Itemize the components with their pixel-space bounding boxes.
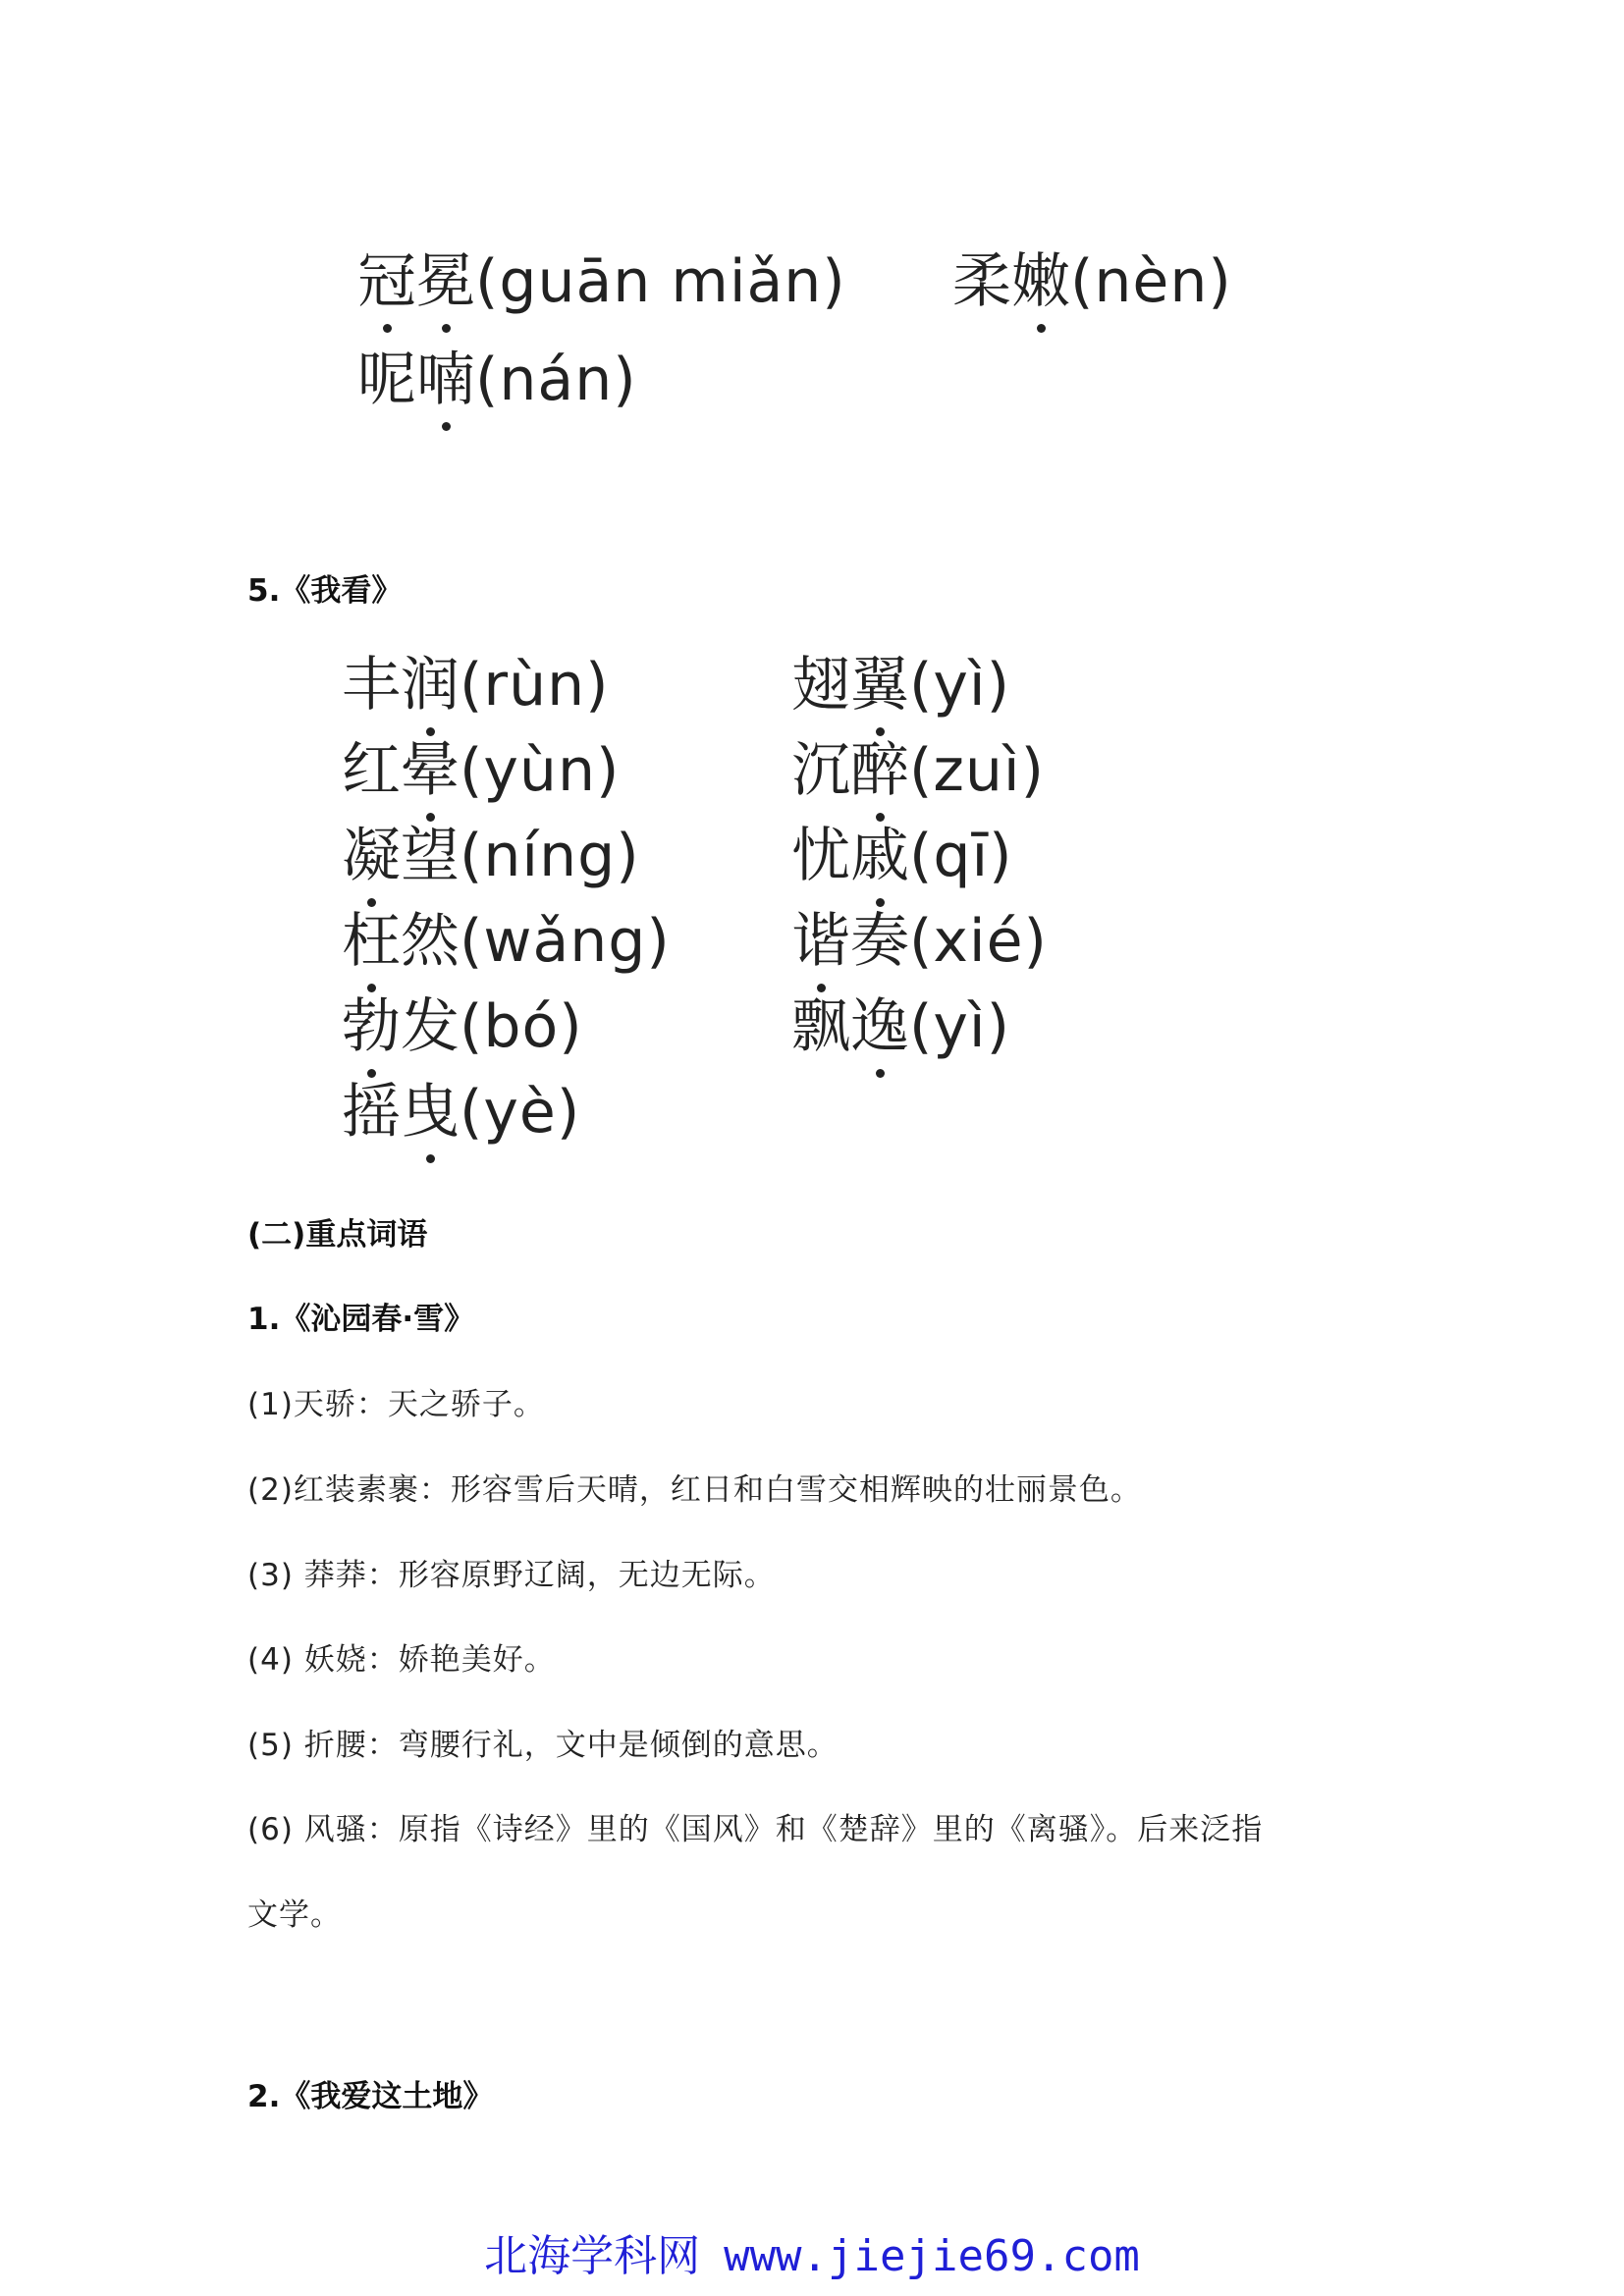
pinyin-text: (xié) xyxy=(909,907,1048,976)
pinyin-word xyxy=(342,822,640,890)
pinyin-image-section5 xyxy=(334,638,1060,1168)
hanzi-char: 望 xyxy=(401,822,460,890)
definition-line: (5) 折腰：弯腰行礼，文中是倾倒的意思。 xyxy=(247,1728,839,1763)
pinyin-word xyxy=(342,651,610,720)
hanzi-char: 奏 xyxy=(850,907,909,976)
pinyin-word xyxy=(342,736,621,805)
subsection-heading: 2.《我爱这土地》 xyxy=(247,2079,494,2114)
definition-line: (1)天骄：天之骄子。 xyxy=(247,1387,545,1422)
hanzi-char: 枉 xyxy=(342,907,401,976)
definition-line: (4) 妖娆：娇艳美好。 xyxy=(247,1642,556,1678)
hanzi-char: 谐 xyxy=(791,907,850,976)
pinyin-image-top xyxy=(344,231,1286,437)
hanzi-char: 晕 xyxy=(401,736,460,805)
pinyin-text: (rùn) xyxy=(460,651,610,720)
pinyin-text: (nán) xyxy=(475,346,637,414)
hanzi-char: 沉 xyxy=(791,736,850,805)
hanzi-char: 润 xyxy=(401,651,460,720)
hanzi-char: 摇 xyxy=(342,1078,401,1147)
hanzi-char: 发 xyxy=(401,992,460,1061)
pinyin-text: (yùn) xyxy=(460,736,621,805)
hanzi-char: 冠 xyxy=(357,247,416,316)
hanzi-char: 丰 xyxy=(342,651,401,720)
pinyin-text: (yè) xyxy=(460,1078,581,1147)
hanzi-char: 凝 xyxy=(342,822,401,890)
footer-site-name: 北海学科网 xyxy=(484,2231,701,2281)
definition-line: (3) 莽莽：形容原野辽阔，无边无际。 xyxy=(247,1558,776,1593)
hanzi-char: 翅 xyxy=(791,651,850,720)
footer-url: www.jiejie69.com xyxy=(724,2231,1140,2281)
pinyin-text: (níng) xyxy=(460,822,640,890)
pinyin-text: (zuì) xyxy=(909,736,1046,805)
pinyin-text: (nèn) xyxy=(1070,247,1232,316)
subsection-heading: 1.《沁园春·雪》 xyxy=(247,1302,475,1337)
hanzi-char: 曳 xyxy=(401,1078,460,1147)
pinyin-word xyxy=(791,907,1048,976)
pinyin-word xyxy=(791,736,1046,805)
footer-watermark xyxy=(0,2220,1624,2283)
hanzi-char: 柔 xyxy=(952,247,1011,316)
pinyin-text: (guān miǎn) xyxy=(475,247,846,316)
pinyin-word xyxy=(791,822,1013,890)
pinyin-word xyxy=(357,247,846,316)
pinyin-word xyxy=(791,992,1010,1061)
pinyin-word xyxy=(791,651,1010,720)
pinyin-word xyxy=(342,992,583,1061)
definition-line: (6) 风骚：原指《诗经》里的《国风》和《楚辞》里的《离骚》。后来泛指 xyxy=(247,1812,1264,1847)
pinyin-text: (bó) xyxy=(460,992,583,1061)
hanzi-char: 戚 xyxy=(850,822,909,890)
section-heading: 5.《我看》 xyxy=(247,573,403,609)
hanzi-char: 呢 xyxy=(357,346,416,414)
hanzi-char: 冕 xyxy=(416,247,475,316)
hanzi-char: 然 xyxy=(401,907,460,976)
pinyin-word xyxy=(357,346,637,414)
definition-line: (2)红装素裹：形容雪后天晴，红日和白雪交相辉映的壮丽景色。 xyxy=(247,1472,1142,1508)
hanzi-char: 翼 xyxy=(850,651,909,720)
section-heading: (二)重点词语 xyxy=(247,1217,428,1253)
hanzi-char: 逸 xyxy=(850,992,909,1061)
pinyin-word xyxy=(952,247,1232,316)
pinyin-word xyxy=(342,907,671,976)
hanzi-char: 飘 xyxy=(791,992,850,1061)
hanzi-char: 忧 xyxy=(791,822,850,890)
hanzi-char: 勃 xyxy=(342,992,401,1061)
pinyin-text: (qī) xyxy=(909,822,1013,890)
hanzi-char: 喃 xyxy=(416,346,475,414)
hanzi-char: 红 xyxy=(342,736,401,805)
pinyin-text: (yì) xyxy=(909,992,1010,1061)
pinyin-text: (yì) xyxy=(909,651,1010,720)
pinyin-text: (wǎng) xyxy=(460,907,671,976)
pinyin-word xyxy=(342,1078,581,1147)
hanzi-char: 嫩 xyxy=(1011,247,1070,316)
hanzi-char: 醉 xyxy=(850,736,909,805)
definition-line: 文学。 xyxy=(247,1897,342,1933)
